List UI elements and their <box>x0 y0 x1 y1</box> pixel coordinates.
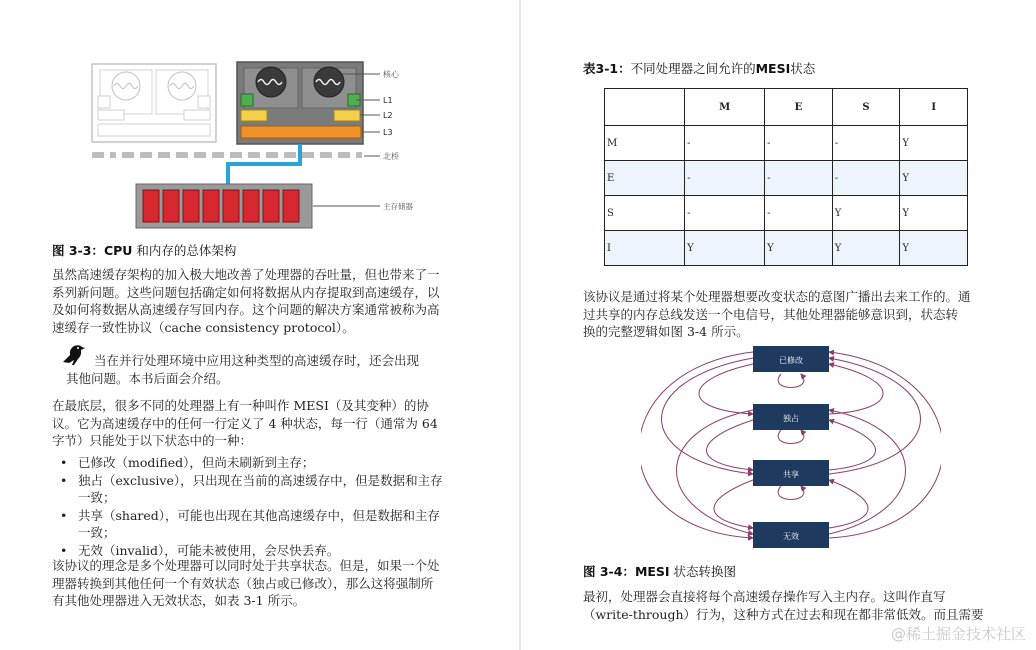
paragraph-3: 该协议的理念是多个处理器可以同时处于共享状态。但是，如果一个处 理器转换到其他任何一个有效状态（独占或已修改），那么这将强制所 有其他处理器进入无效状态，如表 3-1 所示。 <box>52 558 440 608</box>
paragraph-1: 虽然高速缓存架构的加入极大地改善了处理器的吞吐量，但也带来了一 系列新问题。这些问题包括确定如何将数据从内存提取到高速缓存，以 及如何将数据从高速缓存写回内存。这个问题的解决方案通常被称为高 速缓存一致性协议（cache consistency protocol）。 <box>52 267 440 335</box>
state-label-exclusive: 独占 <box>783 414 799 423</box>
figure-3-3-caption: 图 3-3：CPU 和内存的总体架构 <box>52 243 237 258</box>
table-header-row <box>605 89 968 126</box>
state-label-modified: 已修改 <box>779 356 803 365</box>
cpu-memory-architecture-figure <box>80 56 440 232</box>
table-cell: Y <box>900 231 968 266</box>
l2-cache <box>334 110 360 121</box>
table-cell: Y <box>900 126 968 161</box>
state-label-shared: 共享 <box>783 470 799 479</box>
mesi-states-table <box>604 88 968 266</box>
northbridge-label: 北桥 <box>383 152 399 161</box>
note-text: 当在并行处理环境中应用这种类型的高速缓存时，还会出现 其他问题。本书后面会介绍。 <box>66 353 420 386</box>
list-item: • 独占（exclusive），只出现在当前的高速缓存中，但是数据和主存 一致； <box>52 472 443 507</box>
table-cell: - <box>832 161 900 196</box>
list-item: • 共享（shared），可能也出现在其他高速缓存中，但是数据和主存 一致； <box>52 507 443 542</box>
table-cell: Y <box>765 231 833 266</box>
memory-bus <box>228 144 300 184</box>
table-cell: M <box>605 126 685 161</box>
l1-label: L1 <box>383 96 393 105</box>
core-label: 核心 <box>383 70 399 79</box>
northbridge-bus <box>92 152 362 158</box>
table-cell: Y <box>900 161 968 196</box>
table-cell: - <box>685 161 765 196</box>
table-cell: Y <box>685 231 765 266</box>
table-header-cell <box>605 89 685 126</box>
right-paragraph-2: 最初，处理器会直接将每个高速缓存操作写入主内存。这叫作直写 （write-through）行为，这种方式在过去和现在都非常低效。而且需要 <box>583 589 984 622</box>
table-cell: - <box>765 196 833 231</box>
table-row <box>605 196 968 231</box>
table-cell: I <box>605 231 685 266</box>
table-cell: Y <box>832 196 900 231</box>
table-cell: S <box>605 196 685 231</box>
figure-3-4-caption: 图 3-4：MESI 状态转换图 <box>583 564 737 579</box>
l3-label: L3 <box>383 128 393 137</box>
table-row <box>605 161 968 196</box>
list-item: • 已修改（modified），但尚未刷新到主存； <box>52 454 443 472</box>
list-item: • 无效（invalid），可能未被使用，会尽快丢弃。 <box>52 542 443 560</box>
paragraph-2: 在最底层，很多不同的处理器上有一种叫作 MESI（及其变种）的协 议。它为高速缓存中的任何一行定义了 4 种状态，每一行（通常为 64 字节）只能处于以下状态中的一种： <box>52 398 438 448</box>
table-header-cell: M <box>685 89 765 126</box>
table-3-1-caption: 表3-1：不同处理器之间允许的MESI状态 <box>583 61 816 76</box>
state-label-invalid: 无效 <box>783 532 799 541</box>
table-cell: - <box>685 126 765 161</box>
state-node-invalid <box>753 522 829 548</box>
table-cell: Y <box>900 196 968 231</box>
right-paragraph-1: 该协议是通过将某个处理器想要改变状态的意图广播出去来工作的。通 过共享的内存总线发送一个电信号，其他处理器能够意识到，状态转 换的完整逻辑如图 3-4 所示。 <box>583 289 971 339</box>
cpu-package-faded <box>92 64 216 142</box>
l3-cache <box>241 126 361 138</box>
memory-label: 主存储器 <box>383 202 413 211</box>
table-header-cell: I <box>900 89 968 126</box>
state-node-modified <box>753 346 829 372</box>
table-header-cell: S <box>832 89 900 126</box>
l1-cache <box>241 94 253 106</box>
table-cell: E <box>605 161 685 196</box>
state-node-shared <box>753 460 829 486</box>
right-page <box>521 0 1036 650</box>
l2-label: L2 <box>383 111 393 120</box>
table-row <box>605 126 968 161</box>
mesi-states-list <box>52 454 443 559</box>
table-header-cell: E <box>765 89 833 126</box>
table-cell: - <box>765 126 833 161</box>
table-row <box>605 231 968 266</box>
mesi-state-diagram <box>641 340 941 552</box>
main-memory <box>136 184 312 228</box>
table-cell: - <box>832 126 900 161</box>
state-node-exclusive <box>753 404 829 430</box>
table-cell: - <box>765 161 833 196</box>
watermark: @稀土掘金技术社区 <box>890 625 1026 643</box>
l2-cache <box>241 110 267 121</box>
table-cell: Y <box>832 231 900 266</box>
table-cell: - <box>685 196 765 231</box>
